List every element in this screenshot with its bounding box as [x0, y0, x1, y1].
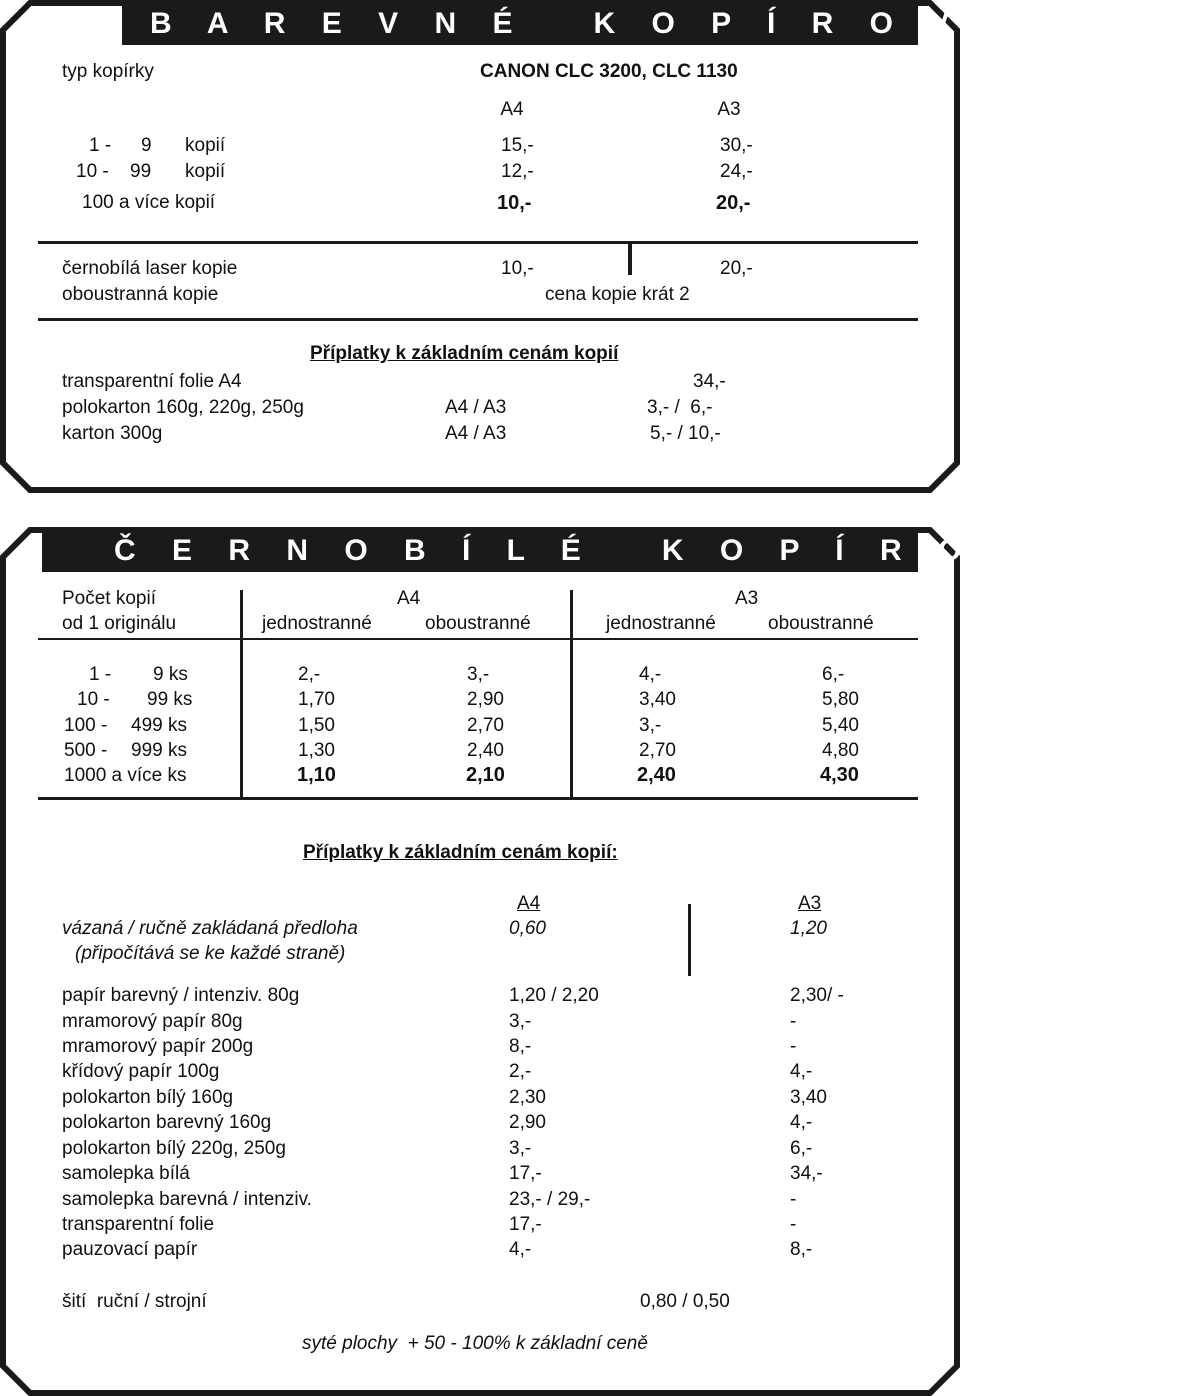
surcharge-column-divider — [688, 904, 691, 976]
color-surcharge-title: Příplatky k základním cenám kopií — [310, 343, 619, 364]
paper-label: samolepka bílá — [62, 1163, 190, 1184]
paper-label: polokarton bílý 160g — [62, 1087, 234, 1108]
from-original-label: od 1 originálu — [62, 613, 177, 634]
row-from: 10 - — [77, 689, 110, 710]
surcharge-label: polokarton 160g, 220g, 250g — [62, 397, 304, 418]
bw-col-a4: A4 — [397, 588, 421, 609]
bound-a3: 1,20 — [790, 918, 827, 939]
paper-label: mramorový papír 80g — [62, 1011, 243, 1032]
a4-single-cell: 1,10 — [297, 764, 336, 786]
paper-a4: 4,- — [509, 1239, 532, 1260]
a3-single-header: jednostranné — [606, 613, 716, 634]
divider-line — [38, 241, 918, 244]
a3-double-cell: 6,- — [822, 664, 845, 685]
table-column-divider — [240, 590, 243, 800]
paper-a4: 1,20 / 2,20 — [509, 985, 599, 1006]
surcharge-price: 5,- / 10,- — [650, 423, 721, 444]
color-bulk-label: 100 a více kopií — [82, 192, 216, 213]
a4-single-header: jednostranné — [262, 613, 372, 634]
a4-double-cell: 2,70 — [467, 715, 504, 736]
bound-note: (připočítává se ke každé straně) — [75, 943, 346, 964]
paper-a3: 6,- — [790, 1138, 813, 1159]
paper-label: polokarton bílý 220g, 250g — [62, 1138, 286, 1159]
color-col-a4: A4 — [500, 99, 524, 120]
paper-a3: - — [790, 1214, 797, 1235]
bw-col-a3: A3 — [735, 588, 759, 609]
paper-a3: - — [790, 1036, 797, 1057]
paper-a3: 2,30/ - — [790, 985, 844, 1006]
a4-double-cell: 2,40 — [467, 740, 504, 761]
bound-a4: 0,60 — [509, 918, 546, 939]
binding-price: 0,80 / 0,50 — [640, 1291, 730, 1312]
laser-label: černobílá laser kopie — [62, 258, 238, 279]
paper-a4: 2,30 — [509, 1087, 546, 1108]
color-row-range-to: 9 — [141, 135, 152, 156]
count-label: Počet kopií — [62, 588, 156, 609]
a4-single-cell: 1,50 — [298, 715, 335, 736]
a4-single-cell: 1,30 — [298, 740, 335, 761]
surcharge-format: A4 / A3 — [445, 423, 507, 444]
paper-a4: 17,- — [509, 1214, 542, 1235]
paper-a4: 3,- — [509, 1011, 532, 1032]
a3-single-cell: 2,70 — [639, 740, 676, 761]
a4-single-cell: 1,70 — [298, 689, 335, 710]
a3-double-cell: 4,80 — [822, 740, 859, 761]
paper-a4: 2,- — [509, 1061, 532, 1082]
row-from: 1 - — [89, 664, 112, 685]
a3-single-cell: 3,- — [639, 715, 662, 736]
color-row-unit: kopií — [185, 161, 226, 182]
paper-a4: 17,- — [509, 1163, 542, 1184]
printer-label: typ kopírky — [62, 61, 154, 82]
color-row-range-from: 1 - — [89, 135, 112, 156]
a4-double-cell: 2,90 — [467, 689, 504, 710]
paper-a3: 34,- — [790, 1163, 823, 1184]
paper-label: samolepka barevná / intenziv. — [62, 1189, 312, 1210]
a3-single-cell: 3,40 — [639, 689, 676, 710]
bound-label: vázaná / ručně zakládaná předloha — [62, 918, 358, 939]
row-to: 9 ks — [153, 664, 188, 685]
color-row-range-from: 10 - — [76, 161, 109, 182]
duplex-label: oboustranná kopie — [62, 284, 219, 305]
surcharge-label: karton 300g — [62, 423, 163, 444]
paper-a3: - — [790, 1189, 797, 1210]
row-label: 1000 a více ks — [64, 765, 187, 786]
a3-double-header: oboustranné — [768, 613, 874, 634]
bw-surcharge-title: Příplatky k základním cenám kopií: — [303, 842, 618, 863]
a3-double-cell: 5,80 — [822, 689, 859, 710]
divider-line — [38, 318, 918, 321]
bw-section-title: Č E R N O B Í L É K O P Í R O V Á N Í — [114, 534, 1192, 567]
color-row-a4: 15,- — [501, 135, 534, 156]
paper-a3: 8,- — [790, 1239, 813, 1260]
row-from: 500 - — [64, 740, 108, 761]
a4-double-cell: 3,- — [467, 664, 490, 685]
bw-surcharge-col-a3: A3 — [798, 893, 822, 914]
color-section-title: B A R E V N É K O P Í R O V Á N Í — [150, 7, 1124, 40]
paper-a3: 3,40 — [790, 1087, 827, 1108]
paper-label: mramorový papír 200g — [62, 1036, 254, 1057]
bw-surcharge-col-a4: A4 — [517, 893, 541, 914]
color-bulk-a3: 20,- — [716, 192, 751, 214]
paper-a4: 23,- / 29,- — [509, 1189, 591, 1210]
row-to: 499 ks — [131, 715, 187, 736]
paper-label: křídový papír 100g — [62, 1061, 220, 1082]
color-row-unit: kopií — [185, 135, 226, 156]
paper-a3: 4,- — [790, 1061, 813, 1082]
surcharge-label: transparentní folie A4 — [62, 371, 242, 392]
color-section-title-band — [122, 3, 1124, 45]
binding-label: šití ruční / strojní — [62, 1291, 207, 1312]
paper-label: pauzovací papír — [62, 1239, 198, 1260]
a3-single-cell: 4,- — [639, 664, 662, 685]
a3-single-cell: 2,40 — [637, 764, 676, 786]
paper-a4: 3,- — [509, 1138, 532, 1159]
row-to: 999 ks — [131, 740, 187, 761]
laser-a3: 20,- — [720, 258, 753, 279]
color-col-a3: A3 — [717, 99, 741, 120]
table-bottom-rule — [38, 797, 918, 800]
laser-a4: 10,- — [501, 258, 534, 279]
a4-double-cell: 2,10 — [466, 764, 505, 786]
color-row-range-to: 99 — [130, 161, 152, 182]
a4-single-cell: 2,- — [298, 664, 321, 685]
a3-double-cell: 5,40 — [822, 715, 859, 736]
column-divider — [628, 241, 632, 275]
paper-label: polokarton barevný 160g — [62, 1112, 272, 1133]
surcharge-price: 34,- — [693, 371, 726, 392]
paper-label: papír barevný / intenziv. 80g — [62, 985, 300, 1006]
bw-section-title-band — [42, 530, 1192, 572]
paper-a4: 8,- — [509, 1036, 532, 1057]
row-from: 100 - — [64, 715, 108, 736]
paper-a3: - — [790, 1011, 797, 1032]
table-header-rule — [38, 638, 918, 640]
table-column-divider — [570, 590, 573, 800]
a4-double-header: oboustranné — [425, 613, 531, 634]
color-row-a3: 30,- — [720, 135, 753, 156]
paper-label: transparentní folie — [62, 1214, 215, 1235]
paper-a3: 4,- — [790, 1112, 813, 1133]
a3-double-cell: 4,30 — [820, 764, 859, 786]
paper-a4: 2,90 — [509, 1112, 546, 1133]
printer-model: CANON CLC 3200, CLC 1130 — [480, 61, 738, 82]
footnote: syté plochy + 50 - 100% k základní ceně — [302, 1333, 648, 1354]
color-row-a3: 24,- — [720, 161, 753, 182]
duplex-value: cena kopie krát 2 — [545, 284, 690, 305]
surcharge-price: 3,- / 6,- — [647, 397, 713, 418]
color-bulk-a4: 10,- — [497, 192, 532, 214]
row-to: 99 ks — [147, 689, 193, 710]
color-row-a4: 12,- — [501, 161, 534, 182]
surcharge-format: A4 / A3 — [445, 397, 507, 418]
